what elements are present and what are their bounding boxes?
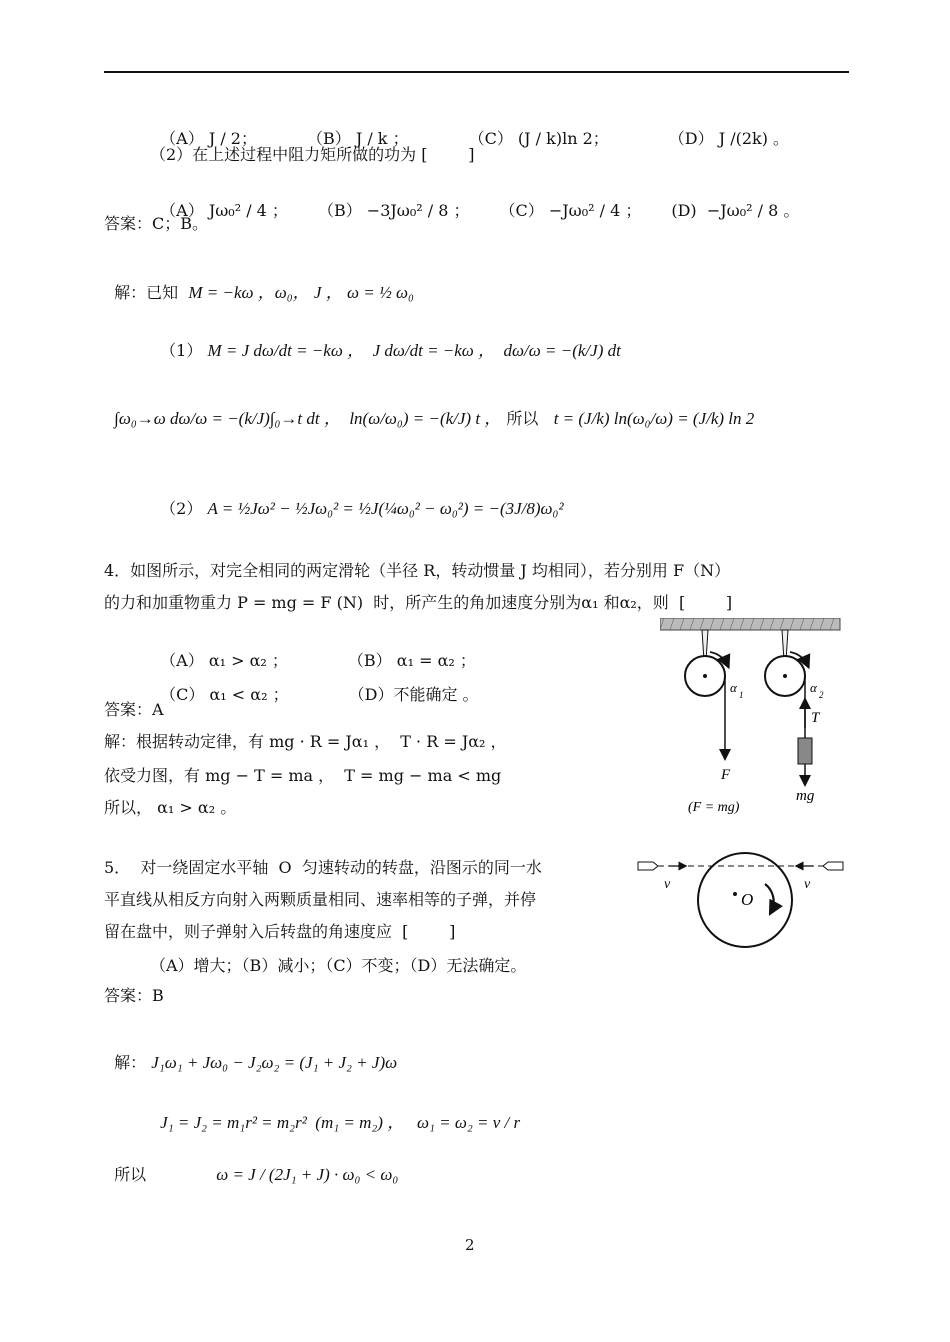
q5-answer: 答案：B (104, 986, 164, 1005)
q3-part2-question: （2）在上述过程中阻力矩所做的功为 [ ] (150, 145, 475, 164)
svg-text:2: 2 (819, 690, 824, 700)
q5-stem-line2: 平直线从相反方向射入两颗质量相同、速率相等的子弹，并停 (104, 890, 537, 909)
F-equals-mg-caption: (F = mg) (688, 800, 740, 815)
q5-solution-line3: 所以 ω = J / (2J₁ + J) · ω₀ < ω₀ (114, 1165, 399, 1184)
q4-solution-line2: 依受力图，有 mg − T = ma ， T = mg − ma < mg (104, 766, 502, 785)
alpha2-label: α (810, 680, 817, 695)
q5-solution-line2: J₁ = J₂ = m₁r² = m₂r² (m₁ = m₂) ， ω₁ = ω₂ = v / r (160, 1113, 521, 1132)
q5-stem-line1: 5． 对一绕固定水平轴 O 匀速转动的转盘，沿图示的同一水 (104, 858, 542, 877)
q4-stem-line2: 的力和加重物重力 P = mg = F (N) 时，所产生的角加速度分别为α₁ 和α₂，则 [ ] (104, 593, 733, 612)
hanging-weight (798, 738, 812, 764)
bullet-right (823, 862, 843, 870)
v-left-label: v (664, 877, 671, 892)
page-number: 2 (465, 1236, 475, 1254)
q4-options-row2: （C） α₁ < α₂ ； （D）不能确定 。 (160, 685, 479, 704)
q3-solution-step2: （2） A = ½Jω² − ½Jω₀² = ½J(¼ω₀² − ω₀²) = −(3J/8)ω₀² (160, 499, 564, 518)
q4-solution-line1: 解：根据转动定律，有 mg · R = Jα₁ ， T · R = Jα₂ ， (104, 732, 507, 751)
q5-solution-line1: 解： J₁ω₁ + Jω₀ − J₂ω₂ = (J₁ + J₂ + J)ω (114, 1053, 398, 1072)
q4-answer: 答案：A (104, 700, 164, 719)
q4-solution-line3: 所以， α₁ > α₂ 。 (104, 798, 237, 817)
pulley-figure (660, 618, 850, 818)
q5-options: （A）增大；（B）减小；（C）不变；（D）无法确定。 (150, 956, 527, 975)
q5-stem-line3: 留在盘中，则子弹射入后转盘的角速度应 [ ] (104, 922, 456, 941)
q3-solution-integral: ∫ω₀→ω dω/ω = −(k/J)∫₀→t dt ， ln(ω/ω₀) = −(k/J) t ， 所以 t = (J/k) ln(ω₀/ω) = (J/k) ln 2 (114, 409, 755, 428)
ceiling (660, 618, 840, 630)
header-rule (104, 71, 849, 73)
axis-O-label: O (741, 890, 754, 909)
svg-text:1: 1 (739, 690, 744, 700)
q3-solution-given: 解：已知 M = −kω ，ω₀， J ， ω = ½ ω₀ (114, 283, 414, 302)
q3-options-part1: （A） J / 2； （B） J / k ； （C） (J / k)ln 2； （D） J /(2k) 。 (160, 129, 790, 148)
disk-figure (633, 850, 848, 950)
mg-label: mg (796, 788, 815, 804)
T-label: T (811, 710, 820, 726)
q4-options-row1: （A） α₁ > α₂ ； （B） α₁ = α₂ ； (160, 651, 476, 670)
q3-answer: 答案：C；B。 (104, 214, 209, 233)
alpha1-label: α (730, 680, 737, 695)
q3-options-part2: （A） Jω₀² / 4 ； （B） −3Jω₀² / 8 ； （C） −Jω₀² / 4 ； (D) −Jω₀² / 8 。 (160, 201, 800, 220)
F-label: F (721, 767, 731, 783)
q3-solution-step1: （1） M = J dω/dt = −kω ， J dω/dt = −kω ， dω/ω = −(k/J) dt (160, 341, 621, 360)
v-right-label: v (804, 877, 811, 892)
bullet-left (638, 862, 658, 870)
q4-stem-line1: 4．如图所示，对完全相同的两定滑轮（半径 R，转动惯量 J 均相同），若分别用 F（N） (104, 561, 731, 580)
